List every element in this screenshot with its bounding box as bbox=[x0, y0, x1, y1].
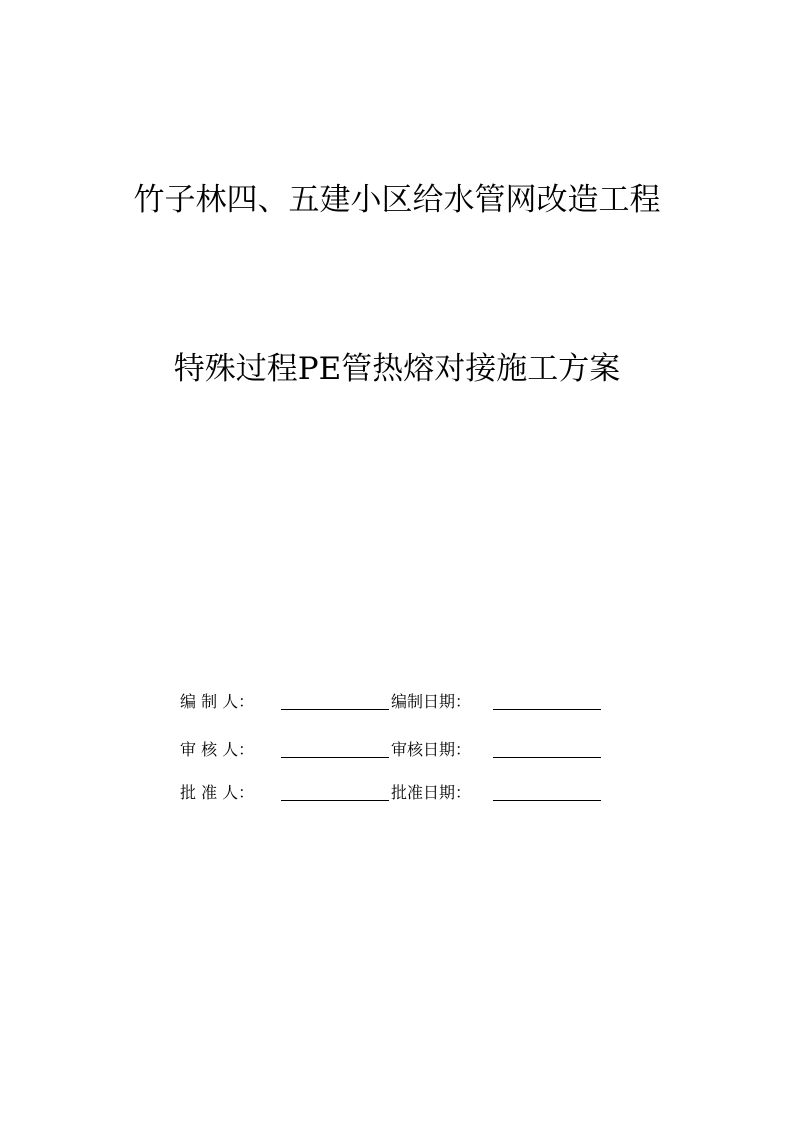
review-date-label: 审核日期： bbox=[391, 739, 472, 759]
edit-date-line[interactable] bbox=[493, 691, 601, 710]
reviewer-label: 审 核 人： bbox=[180, 739, 255, 759]
signature-row-approver bbox=[180, 779, 603, 803]
edit-date-label: 编制日期： bbox=[391, 691, 472, 711]
approver-signature-line[interactable] bbox=[281, 782, 389, 801]
editor-label: 编 制 人： bbox=[180, 691, 255, 711]
signature-row-reviewer bbox=[180, 736, 603, 760]
approver-label: 批 准 人： bbox=[180, 782, 255, 802]
review-date-line[interactable] bbox=[493, 739, 601, 758]
approve-date-label: 批准日期： bbox=[391, 782, 472, 802]
editor-signature-line[interactable] bbox=[281, 691, 389, 710]
signature-block bbox=[180, 688, 603, 803]
signature-row-editor bbox=[180, 688, 603, 712]
reviewer-signature-line[interactable] bbox=[281, 739, 389, 758]
project-title: 竹子林四、五建小区给水管网改造工程 bbox=[133, 182, 661, 218]
approve-date-line[interactable] bbox=[493, 782, 601, 801]
document-title: 特殊过程PE管热熔对接施工方案 bbox=[173, 351, 621, 387]
